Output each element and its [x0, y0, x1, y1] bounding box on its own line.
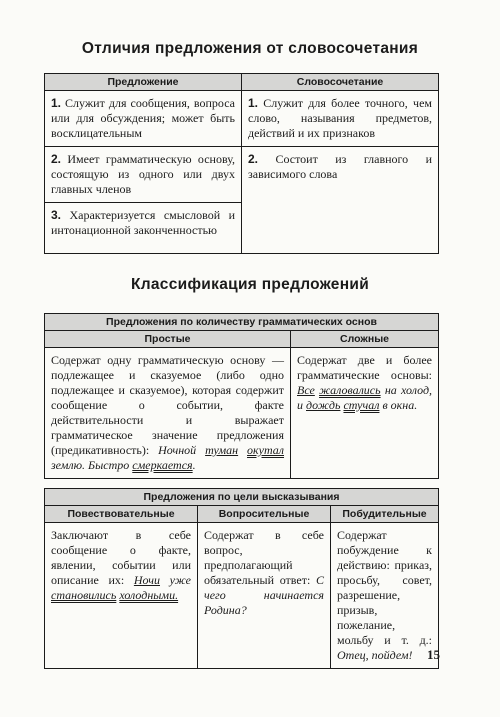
cell-text: Заключают в себе сообщение о факте, явлении, событии или описание их:	[51, 528, 191, 587]
item-number: 2.	[51, 152, 62, 166]
cell-complex	[291, 348, 439, 479]
example: Отец, пойдем!	[337, 648, 413, 662]
header-imperative: Побудительные	[331, 506, 439, 523]
cell-text: Имеет грамматическую основу, состоящую из одного или двух главных членов	[51, 152, 235, 196]
cell-text: Характеризуется смысловой и интонационной законченностью	[51, 208, 236, 237]
table-differences	[44, 73, 439, 254]
item-number: 2.	[248, 152, 259, 166]
header-complex: Сложные	[291, 331, 439, 348]
page-number: 15	[427, 647, 440, 662]
example: С чего начинается Родина?	[204, 573, 324, 617]
title-differences: Отличия предложения от словосочетания	[81, 40, 419, 57]
item-number: 1.	[248, 96, 259, 110]
cell-text: Содержат побуждение к действию: приказ, просьбу, совет, разрешение, призыв, пожелание, мольбу и т. д.:	[337, 528, 433, 647]
item-number: 3.	[51, 208, 62, 222]
header-interrogative: Вопросительные	[198, 506, 331, 523]
header-purpose: Предложения по цели высказывания	[45, 489, 439, 506]
example: Все жаловались на холод, и дождь стучал в окна.	[297, 383, 433, 412]
title-classification: Классификация предложений	[130, 276, 370, 293]
example: Ночи уже становились холодными.	[51, 573, 191, 602]
cell-sentence-2	[45, 147, 242, 203]
cell-text: Служит для сообщения, вопроса или для обсуждения; может быть восклицательным	[51, 96, 235, 140]
cell-text: Содержат две и более грамматические основы:	[297, 353, 433, 382]
cell-sentence-1	[45, 91, 242, 147]
cell-text: Содержат одну грамматическую основу — подлежащее и сказуемое (либо одно подлежащее и сказуемое), которая содержит сообщение о событии, факте действительности и выражает грамматическое значение предложения (предикативность):	[51, 353, 284, 457]
header-phrase: Словосочетание	[242, 74, 439, 91]
cell-text: Содержат в себе вопрос, предполагающий обязательный ответ:	[204, 528, 324, 587]
cell-sentence-3	[45, 203, 242, 254]
cell-phrase-2	[242, 147, 439, 254]
table-grammatical-bases	[44, 313, 439, 479]
cell-simple	[45, 348, 291, 479]
example: Ночной туман окутал землю. Быстро смеркается.	[51, 443, 285, 472]
header-declarative: Повествовательные	[45, 506, 198, 523]
cell-declarative	[45, 523, 198, 669]
cell-text: Служит для более точного, чем слово, называния предметов, действий и их признаков	[248, 96, 432, 140]
item-number: 1.	[51, 96, 62, 110]
table-purpose	[44, 488, 439, 669]
header-grammatical-bases: Предложения по количеству грамматических основ	[45, 314, 439, 331]
header-sentence: Предложение	[45, 74, 242, 91]
cell-text: Состоит из главного и зависимого слова	[248, 152, 432, 181]
cell-imperative	[331, 523, 439, 669]
cell-interrogative	[198, 523, 331, 669]
header-simple: Простые	[45, 331, 291, 348]
cell-phrase-1	[242, 91, 439, 147]
